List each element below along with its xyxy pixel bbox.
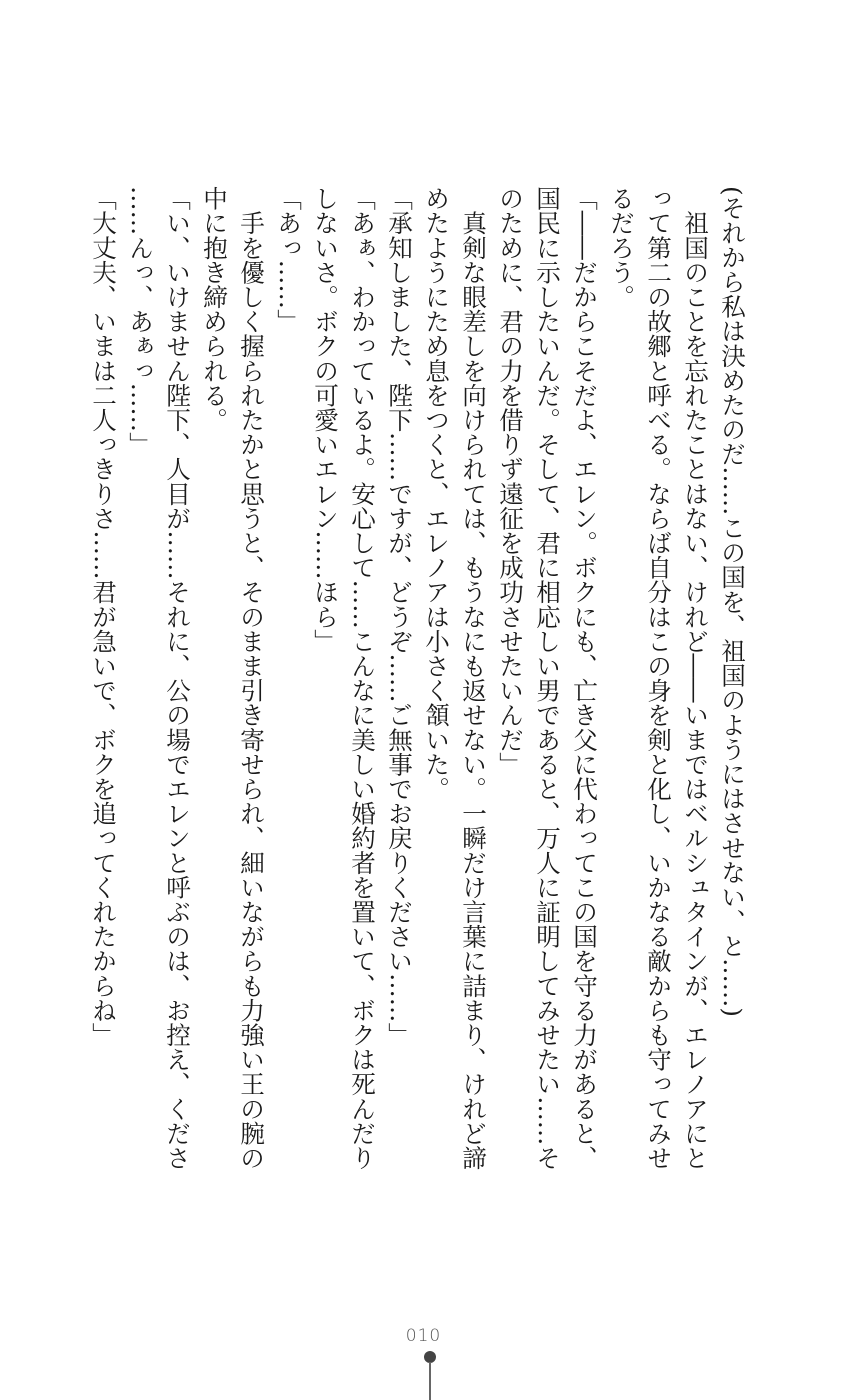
text-line: るだろう。 bbox=[607, 186, 636, 309]
text-line: 真剣な眼差しを向けられては、もうなにも返せない。一瞬だけ言葉に詰まり、けれど諦 bbox=[459, 186, 488, 1170]
text-line: 「――だからこそだよ、エレン。ボクにも、亡き父に代わってこの国を守る力があると、 bbox=[570, 186, 599, 1170]
page-number-stem bbox=[429, 1362, 431, 1400]
text-line: のために、君の力を借りず遠征を成功させたいんだ」 bbox=[496, 186, 525, 777]
text-line: 「あぁ、わかっているよ。安心して……こんなに美しい婚約者を置いて、ボクは死んだり bbox=[348, 186, 377, 1170]
text-line: 「大丈夫、いまは二人っきりさ……君が急いで、ボクを追ってくれたからね」 bbox=[89, 186, 118, 1047]
text-line: 「あっ……」 bbox=[274, 186, 303, 334]
text-line: 中に抱き締められる。 bbox=[200, 186, 229, 432]
text-line: って第二の故郷と呼べる。ならば自分はこの身を剣と化し、いかなる敵からも守ってみせ bbox=[644, 186, 673, 1170]
text-line: 国民に示したいんだ。そして、君に相応しい男であると、万人に証明してみせたい……そ bbox=[533, 186, 562, 1170]
text-line: 手を優しく握られたかと思うと、そのまま引き寄せられ、細いながらも力強い王の腕の bbox=[237, 186, 266, 1170]
text-line: めたようにため息をつくと、エレノアは小さく頷いた。 bbox=[422, 186, 451, 801]
text-line: 「承知しました、陛下……ですが、どうぞ……ご無事でお戻りください……」 bbox=[385, 186, 414, 1047]
page-number: 010 bbox=[405, 1326, 442, 1346]
body-text bbox=[85, 186, 751, 1216]
text-line: しないさ。ボクの可愛いエレン……ほら」 bbox=[311, 186, 340, 654]
text-line: (それから私は決めたのだ……この国を、祖国のようにはさせない、と……) bbox=[718, 186, 747, 1017]
text-line: 祖国のことを忘れたことはない、けれど――いまではベルシュタインが、エレノアにと bbox=[681, 186, 710, 1170]
text-line: 「い、いけません陛下、人目が……それに、公の場でエレンと呼ぶのは、お控え、くださ bbox=[163, 186, 192, 1170]
text-line: ……んっ、あぁっ……」 bbox=[126, 186, 155, 457]
